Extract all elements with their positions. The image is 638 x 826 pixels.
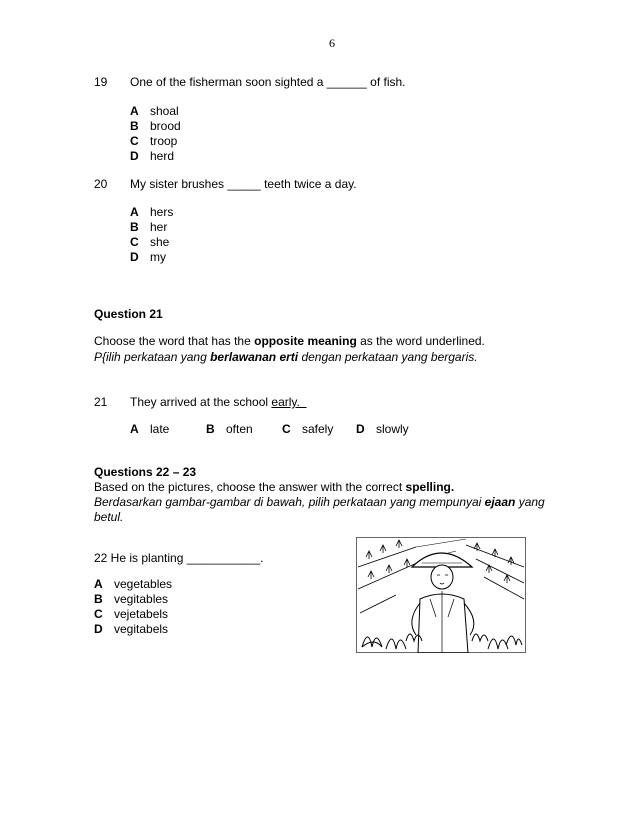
section21-heading: Question 21 (94, 307, 163, 321)
option-text: slowly (376, 422, 409, 436)
option-letter: C (130, 134, 139, 148)
q20-option-b[interactable] (130, 220, 173, 235)
section21-instruction-en (94, 334, 485, 348)
option-text: troop (150, 134, 178, 148)
option-letter: A (130, 104, 139, 118)
option-text: vejetabels (114, 607, 169, 621)
q22-option-a[interactable] (94, 577, 172, 592)
option-letter: B (130, 119, 139, 133)
q22-options (94, 577, 172, 637)
option-text: often (226, 422, 253, 436)
option-letter: D (130, 149, 139, 163)
option-letter: C (94, 607, 103, 621)
option-letter: C (282, 422, 291, 436)
q19-option-c[interactable] (130, 134, 181, 149)
q21-option-b[interactable] (206, 422, 253, 436)
option-letter: B (94, 592, 103, 606)
section22-instructions (94, 480, 545, 525)
option-text: safely (302, 422, 334, 436)
q20-option-d[interactable] (130, 250, 173, 265)
q21-options (0, 422, 638, 438)
option-text: herd (150, 149, 175, 163)
q19-options (130, 104, 181, 164)
option-letter: B (206, 422, 215, 436)
q21-option-a[interactable] (130, 422, 169, 436)
option-text: vegetables (114, 577, 173, 591)
section21-instruction-my (94, 350, 478, 364)
instr-text: P{ilih perkataan yang (94, 350, 211, 364)
q20-option-a[interactable] (130, 205, 173, 220)
q22-option-d[interactable] (94, 622, 172, 637)
option-text: vegitabels (114, 622, 169, 636)
section22-instruction-my-line1 (94, 495, 545, 510)
q21-option-c[interactable] (282, 422, 333, 436)
section22-instruction-en (94, 480, 545, 495)
option-text: hers (150, 205, 174, 219)
option-letter: D (130, 250, 139, 264)
option-letter: A (130, 205, 139, 219)
option-text: her (150, 220, 168, 234)
instr-emphasis: opposite meaning (254, 334, 357, 348)
q19-option-d[interactable] (130, 149, 181, 164)
q19-option-a[interactable] (130, 104, 181, 119)
instr-text: dengan perkataan yang bergaris. (298, 350, 478, 364)
q19-number: 19 (94, 75, 108, 89)
option-letter: A (130, 422, 139, 436)
instr-text: Choose the word that has the (94, 334, 255, 348)
option-text: my (150, 250, 166, 264)
farmer-planting-illustration (356, 537, 526, 653)
option-letter: C (130, 235, 139, 249)
q20-text: My sister brushes _____ teeth twice a day. (130, 177, 357, 191)
option-text: vegitables (114, 592, 169, 606)
instr-text: Berdasarkan gambar-gambar di bawah, pilih perkataan yang mempunyai (94, 495, 485, 509)
instr-emphasis: berlawanan erti (210, 350, 299, 364)
instr-text: as the word underlined. (356, 334, 485, 348)
q21-option-d[interactable] (356, 422, 409, 436)
option-text: shoal (150, 104, 179, 118)
q22-text: 22 He is planting ___________. (94, 551, 264, 565)
option-text: she (150, 235, 170, 249)
q22-option-c[interactable] (94, 607, 172, 622)
option-letter: B (130, 220, 139, 234)
q20-options (130, 205, 173, 265)
option-text: brood (150, 119, 181, 133)
q20-option-c[interactable] (130, 235, 173, 250)
q20-number: 20 (94, 177, 108, 191)
instr-text: Based on the pictures, choose the answer with the correct (94, 480, 406, 494)
instr-emphasis: spelling. (405, 480, 455, 494)
option-letter: D (94, 622, 103, 636)
q19-option-b[interactable] (130, 119, 181, 134)
option-text: late (150, 422, 170, 436)
section22-instruction-my-line2: betul. (94, 510, 124, 524)
option-letter: A (94, 577, 103, 591)
question-text: They arrived at the school (130, 395, 272, 409)
instr-text: yang (515, 495, 545, 509)
q19-text: One of the fisherman soon sighted a ______ of fish. (130, 75, 406, 89)
page-number: 6 (329, 36, 335, 50)
option-letter: D (356, 422, 365, 436)
underlined-word: early. (271, 395, 307, 409)
q21-number: 21 (94, 395, 108, 409)
q22-option-b[interactable] (94, 592, 172, 607)
section22-heading: Questions 22 – 23 (94, 465, 197, 479)
instr-emphasis: ejaan (484, 495, 516, 509)
q21-text (130, 395, 307, 409)
